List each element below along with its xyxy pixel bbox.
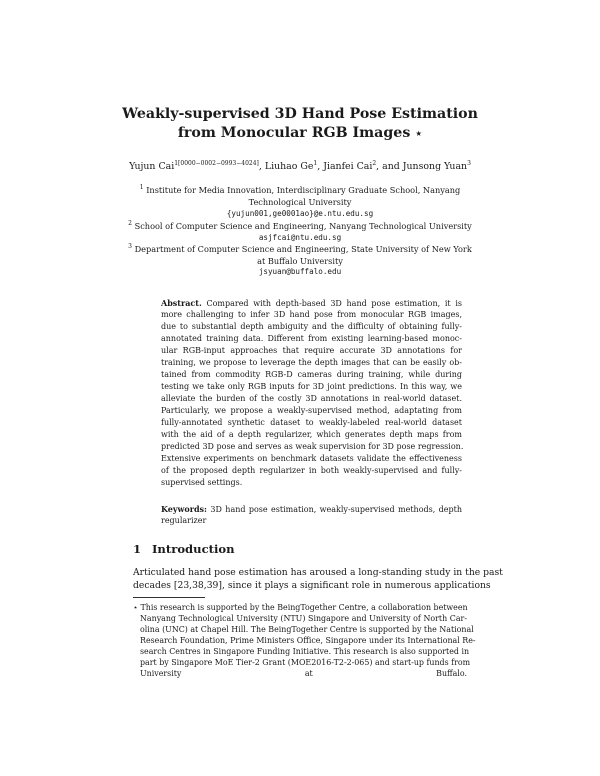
title-footnote-star: ⋆ (415, 127, 423, 140)
abstract-line: supervised settings. (161, 478, 243, 487)
abstract-line: ular RGB-input approaches that require accurate 3D annotations for (161, 346, 462, 355)
author-name: Yujun Cai (129, 161, 175, 172)
footnote-first-line (133, 603, 467, 612)
abstract-line: fully-annotated synthetic dataset to weakly-labeled real-world dataset (161, 418, 462, 427)
abstract-line: annotated training data. Different from existing learning-based monoc- (161, 334, 462, 343)
abstract-line: due to substantial depth ambiguity and the difficulty of obtaining fully- (161, 322, 462, 331)
abstract-text: Compared with depth-based 3D hand pose estimation, it is (206, 299, 462, 308)
affiliation-number: 3 (128, 243, 132, 250)
footnote-line: Research Foundation, Prime Ministers Office, Singapore under its International Re- (140, 636, 476, 645)
affiliation-text: School of Computer Science and Engineering, Nanyang Technological University (134, 221, 472, 231)
affiliation-number: 2 (128, 220, 132, 227)
abstract-line: testing we take only RGB inputs for 3D joint predictions. In this way, we (161, 382, 462, 391)
affiliation-1-line-2: Technological University (248, 197, 352, 207)
author-name: , Jianfei Cai (317, 161, 373, 172)
affiliation-number: 1 (139, 184, 144, 191)
footnote-line: olina (UNC) at Chapel Hill. The BeingTogether Centre is supported by the National (140, 625, 474, 634)
author-superscript: 1 (313, 160, 318, 167)
affiliation-3-line-2: at Buffalo University (257, 256, 343, 266)
abstract-line: tained from commodity RGB-D cameras during training, while during (161, 370, 462, 379)
affiliation-text: Department of Computer Science and Engineering, State University of New York (134, 244, 472, 254)
abstract-label: Abstract. (161, 298, 202, 308)
abstract-line: training, we propose to leverage the depth images that can be easily ob- (161, 358, 462, 367)
author-superscript: 3 (467, 160, 471, 167)
footnote-rule (133, 597, 205, 598)
abstract-line: more challenging to infer 3D hand pose from monocular RGB images, (161, 310, 462, 319)
abstract-line: alleviate the burden of the costly 3D annotations in real-world dataset. (161, 394, 462, 403)
abstract-line: with the aid of a depth regularizer, which generates depth maps from (161, 430, 462, 439)
keywords-text: 3D hand pose estimation, weakly-supervised methods, depth (210, 505, 463, 514)
author-superscript: 2 (372, 160, 377, 167)
intro-line: Articulated hand pose estimation has aroused a long-standing study in the past (133, 567, 503, 578)
abstract-line: Particularly, we propose a weakly-supervised method, adaptating from (161, 406, 462, 415)
footnote-star: ⋆ (133, 603, 138, 612)
author-name: , Liuhao Ge (258, 161, 314, 172)
affiliation-3-line-1 (0, 244, 600, 254)
section-heading: Introduction (152, 542, 235, 556)
affiliation-text: Institute for Media Innovation, Interdisciplinary Graduate School, Nanyang (146, 185, 461, 195)
abstract-line: of the proposed depth regularizer in both weakly-supervised and fully- (161, 466, 462, 475)
footnote-text: This research is supported by the BeingTogether Centre, a collaboration between (140, 603, 468, 612)
footnote-line: Nanyang Technological University (NTU) Singapore and University of North Car- (140, 614, 467, 623)
keywords-second-line: regularizer (161, 516, 207, 525)
keywords-label: Keywords: (161, 504, 208, 514)
abstract-line: predicted 3D pose and serves as weak supervision for 3D pose regression. (161, 442, 464, 451)
affiliation-2-line-1 (0, 221, 600, 231)
section-number: 1 (133, 542, 142, 556)
footnote-line: part by Singapore MoE Tier-2 Grant (MOE2016-T2-2-065) and start-up funds from (140, 658, 471, 667)
affiliation-3-email: jsyuan@buffalo.edu (258, 267, 342, 276)
author-superscript: 1[0000−0002−0993−4024] (174, 160, 259, 167)
affiliation-1-email: {yujun001,ge0001ao}@e.ntu.edu.sg (226, 209, 374, 218)
affiliation-2-email: asjfcai@ntu.edu.sg (258, 233, 342, 242)
abstract-line: Extensive experiments on benchmark datasets validate the effectiveness (161, 454, 462, 463)
affiliation-1-line-1 (0, 185, 600, 195)
paper-title-text: from Monocular RGB Images (177, 125, 411, 141)
intro-line: decades [23,38,39], since it plays a significant role in numerous applications (133, 580, 491, 591)
author-list (0, 161, 600, 172)
footnote-line: University at Buffalo. (140, 669, 467, 678)
paper-title-line-1: Weakly-supervised 3D Hand Pose Estimation (122, 106, 478, 122)
footnote-line: search Centres in Singapore Funding Initiative. This research is also supported in (140, 647, 470, 656)
author-name: , and Junsong Yuan (376, 161, 468, 172)
paper-title-line-2 (0, 125, 600, 141)
